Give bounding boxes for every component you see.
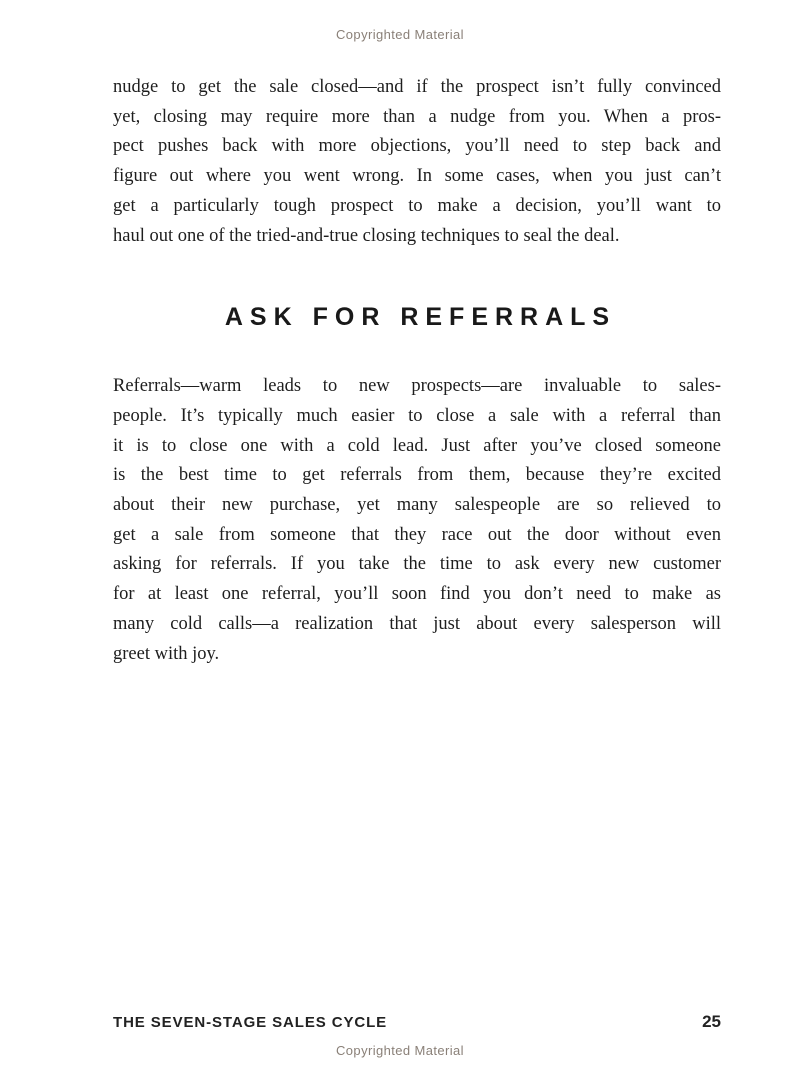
body-paragraph-1 bbox=[113, 73, 721, 251]
text-line: greet with joy. bbox=[113, 643, 220, 664]
page-number: 25 bbox=[702, 1012, 721, 1031]
footer-chapter-title: THE SEVEN-STAGE SALES CYCLE bbox=[113, 1014, 388, 1031]
text-line: for at least one referral, you’ll soon find you don’t need to make as bbox=[113, 584, 721, 605]
copyright-notice-top: Copyrighted Material bbox=[336, 27, 464, 42]
body-paragraph-2 bbox=[113, 372, 721, 669]
text-line: nudge to get the sale closed—and if the prospect isn’t fully convinced bbox=[113, 77, 721, 97]
text-line: people. It’s typically much easier to close a sale with a referral than bbox=[113, 405, 721, 426]
text-line: get a particularly tough prospect to make a decision, you’ll want to bbox=[113, 195, 721, 216]
running-footer bbox=[113, 1012, 721, 1032]
text-line: it is to close one with a cold lead. Just after you’ve closed someone bbox=[113, 435, 721, 456]
text-line: pect pushes back with more objections, you’ll need to step back and bbox=[113, 136, 721, 157]
text-line: is the best time to get referrals from them, because they’re excited bbox=[113, 465, 721, 486]
text-line: many cold calls—a realization that just about every salesperson will bbox=[113, 613, 721, 634]
text-line: yet, closing may require more than a nudge from you. When a pros- bbox=[113, 106, 721, 127]
page-content bbox=[113, 73, 721, 669]
text-line: get a sale from someone that they race out the door without even bbox=[113, 524, 721, 545]
text-line: figure out where you went wrong. In some cases, when you just can’t bbox=[113, 166, 721, 187]
text-line: about their new purchase, yet many salespeople are so relieved to bbox=[113, 495, 721, 516]
text-line: haul out one of the tried-and-true closing techniques to seal the deal. bbox=[113, 225, 620, 246]
section-heading: ASK FOR REFERRALS bbox=[224, 303, 617, 332]
text-line: asking for referrals. If you take the time to ask every new customer bbox=[113, 554, 721, 575]
text-line: Referrals—warm leads to new prospects—are invaluable to sales- bbox=[113, 376, 721, 397]
copyright-notice-bottom: Copyrighted Material bbox=[336, 1043, 464, 1058]
